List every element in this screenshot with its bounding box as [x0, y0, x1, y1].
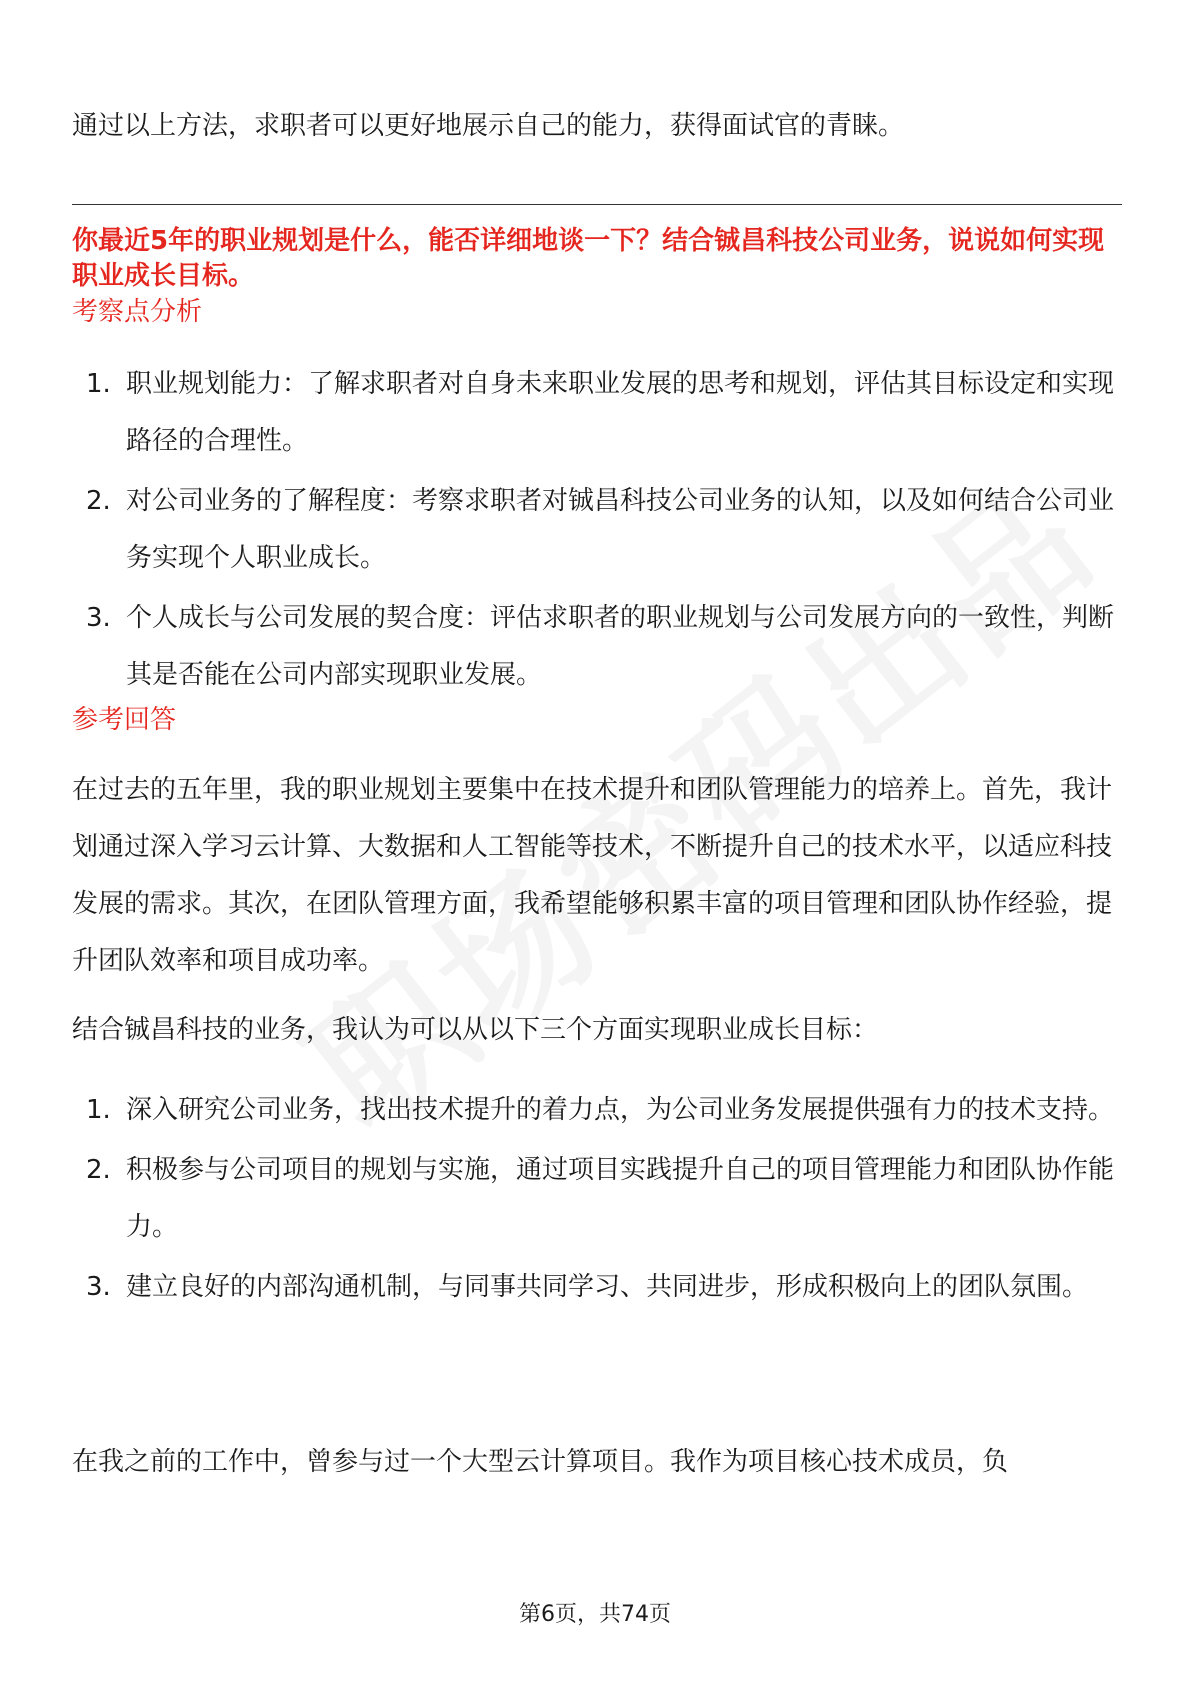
analysis-heading: 考察点分析: [72, 297, 203, 327]
list-text: 建立良好的内部沟通机制，与同事共同学习、共同进步，形成积极向上的团队氛围。: [126, 1272, 1089, 1302]
answer-heading: 参考回答: [72, 705, 177, 735]
list-number: 2.: [86, 1155, 111, 1185]
section-divider: [72, 204, 1122, 205]
list-number: 1.: [86, 1095, 111, 1125]
page-footer: 第6页，共74页: [519, 1602, 671, 1627]
answer-paragraph: 结合铖昌科技的业务，我认为可以从以下三个方面实现职业成长目标：: [72, 1015, 879, 1045]
list-text: 深入研究公司业务，找出技术提升的着力点，为公司业务发展提供强有力的技术支持。: [126, 1095, 1115, 1125]
list-number: 3.: [86, 1272, 111, 1302]
list-item: [72, 473, 1122, 587]
list-item: [72, 590, 1122, 704]
list-text: 个人成长与公司发展的契合度：评估求职者的职业规划与公司发展方向的一致性，判断其是否能在公司内部实现职业发展。: [126, 603, 1115, 690]
list-item: [72, 356, 1122, 470]
list-number: 3.: [86, 603, 111, 633]
answer-paragraph: 在我之前的工作中，曾参与过一个大型云计算项目。我作为项目核心技术成员，负: [72, 1447, 1009, 1477]
list-item: [72, 1142, 1122, 1256]
list-text: 积极参与公司项目的规划与实施，通过项目实践提升自己的项目管理能力和团队协作能力。: [126, 1155, 1115, 1242]
list-number: 2.: [86, 486, 111, 516]
analysis-list: [72, 356, 1122, 707]
intro-paragraph: 通过以上方法，求职者可以更好地展示自己的能力，获得面试官的青睐。: [72, 111, 905, 141]
list-item: [72, 1082, 1122, 1139]
interview-question: 你最近5年的职业规划是什么，能否详细地谈一下？结合铖昌科技公司业务，说说如何实现职业成长目标。: [72, 226, 1105, 291]
answer-paragraph: 在过去的五年里，我的职业规划主要集中在技术提升和团队管理能力的培养上。首先，我计划通过深入学习云计算、大数据和人工智能等技术，不断提升自己的技术水平，以适应科技发展的需求。其次，在团队管理方面，我希望能够积累丰富的项目管理和团队协作经验，提升团队效率和项目成功率。: [72, 775, 1113, 976]
list-text: 对公司业务的了解程度：考察求职者对铖昌科技公司业务的认知，以及如何结合公司业务实现个人职业成长。: [126, 486, 1115, 573]
list-item: [72, 1259, 1122, 1316]
list-text: 职业规划能力：了解求职者对自身未来职业发展的思考和规划，评估其目标设定和实现路径的合理性。: [126, 369, 1115, 456]
answer-list: [72, 1082, 1122, 1319]
list-number: 1.: [86, 369, 111, 399]
